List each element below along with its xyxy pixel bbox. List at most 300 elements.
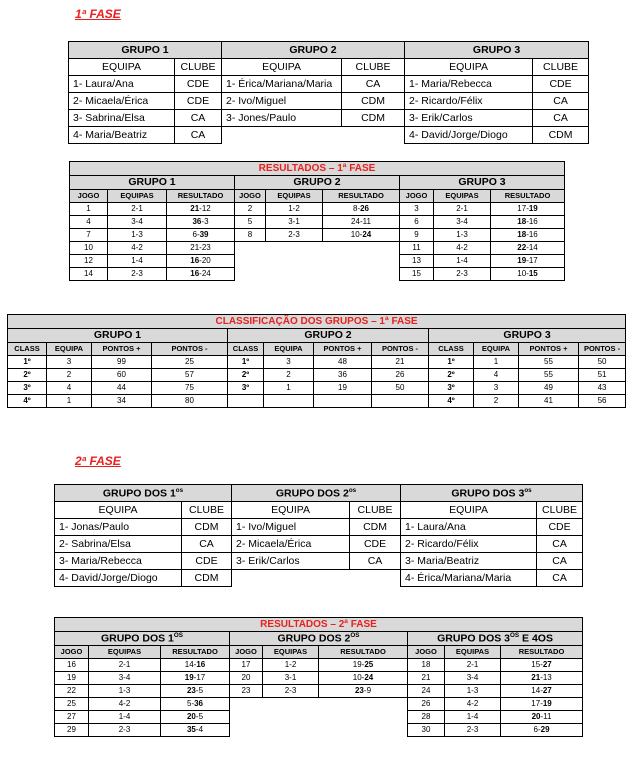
ordinal-suffix: os [524, 486, 532, 494]
team-name: 2- Ricardo/Félix [401, 536, 537, 553]
header-row [69, 42, 589, 59]
club-code: CDE [175, 76, 222, 93]
club-code: CDE [350, 536, 401, 553]
column-header: EQUIPAS [108, 190, 167, 203]
score-part: 21 [190, 204, 200, 213]
points-for: 36 [314, 369, 372, 382]
score-part: 5 [198, 712, 204, 721]
club-code: CA [537, 553, 583, 570]
score-part: 29 [540, 725, 550, 734]
team-name: 4- David/Jorge/Diogo [55, 570, 182, 587]
rank-cell: 1º [429, 356, 474, 369]
classification-title: CLASSIFICAÇÃO DOS GRUPOS – 1ª FASE [8, 315, 626, 329]
match-row [70, 203, 565, 216]
teams-cell: 2-3 [263, 685, 319, 698]
points-against: 57 [152, 369, 228, 382]
game-number: 10 [70, 242, 108, 255]
game-number: 30 [408, 724, 445, 737]
teams-cell: 1-4 [434, 255, 491, 268]
column-header: PONTOS + [92, 343, 152, 356]
title-row [70, 162, 565, 176]
table-row [69, 76, 589, 93]
club-code: CA [342, 76, 405, 93]
game-number: 12 [70, 255, 108, 268]
game-number: 5 [235, 216, 266, 229]
points-against: 50 [372, 382, 429, 395]
points-for [314, 395, 372, 408]
score-cell: 18-16 [491, 229, 565, 242]
teams-cell: 3-4 [108, 216, 167, 229]
score-part: 24 [201, 269, 211, 278]
score-cell: 5-36 [161, 698, 230, 711]
points-for: 19 [314, 382, 372, 395]
standing-row [8, 382, 626, 395]
score-part: 19 [517, 256, 527, 265]
score-cell: 16-24 [167, 268, 235, 281]
score-cell: 19-17 [161, 672, 230, 685]
rank-cell [228, 395, 264, 408]
column-header: EQUIPA [264, 343, 314, 356]
points-for: 99 [92, 356, 152, 369]
score-part: 18 [517, 230, 527, 239]
game-number: 4 [70, 216, 108, 229]
score-part: 39 [199, 230, 209, 239]
rank-cell: 2º [8, 369, 47, 382]
game-number: 1 [70, 203, 108, 216]
standing-row [8, 356, 626, 369]
points-against: 25 [152, 356, 228, 369]
score-part: 17 [517, 204, 527, 213]
column-header: JOGO [400, 190, 434, 203]
game-number: 21 [408, 672, 445, 685]
rank-cell: 1º [8, 356, 47, 369]
score-part: 15 [531, 660, 541, 669]
club-code: CDM [533, 127, 589, 144]
teams-cell: 3-1 [266, 216, 323, 229]
team-name: 1- Jonas/Paulo [55, 519, 182, 536]
clube-header: CLUBE [350, 502, 401, 519]
teams-cell: 1-2 [263, 659, 319, 672]
column-header: PONTOS + [519, 343, 579, 356]
score-part: 17 [528, 256, 538, 265]
team-name: 3- Maria/Beatriz [401, 553, 537, 570]
table-row [69, 127, 589, 144]
score-part: 5 [186, 699, 192, 708]
game-number: 7 [70, 229, 108, 242]
column-header: JOGO [408, 646, 445, 659]
standing-row [8, 395, 626, 408]
teams-cell: 2-3 [266, 229, 323, 242]
score-part: 27 [542, 660, 552, 669]
subheader-row [69, 59, 589, 76]
teams-cell: 1-4 [108, 255, 167, 268]
column-header: PONTOS - [152, 343, 228, 356]
group-header: GRUPO 2 [222, 42, 405, 59]
score-cell: 14-16 [161, 659, 230, 672]
teams-cell: 4-2 [434, 242, 491, 255]
team-cell: 3 [474, 382, 519, 395]
score-part: 16 [528, 217, 538, 226]
game-number: 13 [400, 255, 434, 268]
points-for: 34 [92, 395, 152, 408]
teams-cell: 3-1 [263, 672, 319, 685]
teams-cell: 2-1 [108, 203, 167, 216]
club-code: CDE [175, 93, 222, 110]
subheader-row [55, 502, 583, 519]
score-part: 14 [531, 686, 541, 695]
team-name: 1- Laura/Ana [69, 76, 175, 93]
game-number: 8 [235, 229, 266, 242]
team-name: 2- Ricardo/Félix [405, 93, 533, 110]
match-row [55, 711, 583, 724]
teams-cell: 1-4 [89, 711, 161, 724]
score-cell: 20-5 [161, 711, 230, 724]
club-code: CA [533, 93, 589, 110]
score-cell: 36-3 [167, 216, 235, 229]
column-header: PONTOS + [314, 343, 372, 356]
header-row [8, 329, 626, 343]
club-code: CDM [182, 570, 232, 587]
game-number: 27 [55, 711, 89, 724]
score-part: 10 [517, 269, 527, 278]
results-title: RESULTADOS – 2ª FASE [55, 618, 583, 632]
empty-cell [235, 242, 400, 255]
column-header: RESULTADO [167, 190, 235, 203]
score-cell: 10-24 [323, 229, 400, 242]
empty-cell [230, 711, 408, 724]
score-part: 5 [198, 686, 204, 695]
score-cell: 19-17 [491, 255, 565, 268]
column-header: RESULTADO [501, 646, 583, 659]
table-row [55, 536, 583, 553]
points-for: 60 [92, 369, 152, 382]
teams-cell: 2-1 [445, 659, 501, 672]
score-part: 4 [198, 725, 204, 734]
teams-cell: 2-1 [89, 659, 161, 672]
score-part: 19 [352, 660, 362, 669]
ordinal-suffix: os [348, 486, 357, 494]
points-for: 48 [314, 356, 372, 369]
empty-cell [235, 268, 400, 281]
score-cell: 17-19 [491, 203, 565, 216]
game-number: 15 [400, 268, 434, 281]
score-part: 23 [201, 243, 211, 252]
score-part: 25 [364, 660, 374, 669]
points-against: 51 [579, 369, 626, 382]
column-header: CLASS [429, 343, 474, 356]
team-cell: 3 [264, 356, 314, 369]
score-part: 19 [528, 204, 538, 213]
game-number: 19 [55, 672, 89, 685]
rank-cell: 4º [429, 395, 474, 408]
points-against: 21 [372, 356, 429, 369]
column-header: JOGO [70, 190, 108, 203]
points-against [372, 395, 429, 408]
score-part: 16 [196, 660, 206, 669]
teams-cell: 2-3 [434, 268, 491, 281]
score-part: 11 [543, 712, 552, 721]
team-name: 4- Érica/Mariana/Maria [401, 570, 537, 587]
table-row [55, 519, 583, 536]
column-header: EQUIPA [47, 343, 92, 356]
column-header: JOGO [235, 190, 266, 203]
clube-header: CLUBE [537, 502, 583, 519]
club-code: CA [182, 536, 232, 553]
column-header: EQUIPAS [434, 190, 491, 203]
score-cell: 21-12 [167, 203, 235, 216]
score-part: 16 [190, 256, 200, 265]
score-part: 13 [542, 673, 552, 682]
table-row [55, 570, 583, 587]
table-row [69, 110, 589, 127]
team-cell: 3 [47, 356, 92, 369]
column-header: CLASS [228, 343, 264, 356]
score-cell: 10-24 [319, 672, 408, 685]
points-against: 80 [152, 395, 228, 408]
game-number: 22 [55, 685, 89, 698]
column-header: EQUIPAS [89, 646, 161, 659]
group-header: GRUPO 1 [69, 42, 222, 59]
score-part: 16 [190, 269, 200, 278]
team-cell: 1 [47, 395, 92, 408]
equipa-header: EQUIPA [401, 502, 537, 519]
game-number: 16 [55, 659, 89, 672]
game-number: 11 [400, 242, 434, 255]
teams-cell: 2-3 [108, 268, 167, 281]
ordinal-suffix: OS [510, 632, 520, 639]
team-cell: 2 [264, 369, 314, 382]
club-code: CA [175, 127, 222, 144]
clube-header: CLUBE [182, 502, 232, 519]
standing-row [8, 369, 626, 382]
team-cell [264, 395, 314, 408]
match-row [55, 698, 583, 711]
score-part: 23 [354, 686, 364, 695]
teams-cell: 1-3 [434, 229, 491, 242]
team-name: 1- Maria/Rebecca [405, 76, 533, 93]
phase2-results-table [54, 617, 583, 737]
teams-cell: 1-3 [445, 685, 501, 698]
club-code: CA [533, 110, 589, 127]
empty-cell [230, 724, 408, 737]
ordinal-suffix: os [175, 486, 184, 494]
teams-cell: 3-4 [445, 672, 501, 685]
club-code: CDM [342, 110, 405, 127]
column-header: PONTOS - [372, 343, 429, 356]
ordinal-suffix: OS [350, 632, 360, 639]
game-number: 3 [400, 203, 434, 216]
club-code: CDM [350, 519, 401, 536]
points-against: 56 [579, 395, 626, 408]
score-part: 12 [201, 204, 211, 213]
teams-cell: 3-4 [434, 216, 491, 229]
group-header: GRUPO 2 [235, 176, 400, 190]
header-row [55, 632, 583, 646]
score-part: 20 [531, 712, 541, 721]
score-cell: 14-27 [501, 685, 583, 698]
group-header: GRUPO DOS $2^{OS}$ [230, 632, 408, 646]
group-header: GRUPO 2 [228, 329, 429, 343]
group-header: GRUPO 3 [400, 176, 565, 190]
game-number: 14 [70, 268, 108, 281]
match-row [55, 724, 583, 737]
score-part: 24 [351, 217, 360, 226]
phase1-results-table [69, 161, 565, 281]
score-part: 6 [192, 230, 197, 239]
game-number: 29 [55, 724, 89, 737]
score-part: 26 [360, 204, 370, 213]
column-header: RESULTADO [491, 190, 565, 203]
club-code: CA [537, 570, 583, 587]
phase1-groups-table [68, 41, 589, 144]
game-number: 2 [235, 203, 266, 216]
column-header: EQUIPA [474, 343, 519, 356]
points-for: 55 [519, 369, 579, 382]
score-cell: 23-5 [161, 685, 230, 698]
match-row [55, 659, 583, 672]
team-cell: 4 [47, 382, 92, 395]
score-part: 21 [531, 673, 541, 682]
group-header: GRUPO 3 [429, 329, 626, 343]
team-name: 4- Maria/Beatriz [69, 127, 175, 144]
group-header: GRUPO 1 [70, 176, 235, 190]
subheader-row [55, 646, 583, 659]
team-name: 4- David/Jorge/Diogo [405, 127, 533, 144]
score-cell: 6-29 [501, 724, 583, 737]
rank-cell: 3º [429, 382, 474, 395]
score-part: 11 [362, 217, 371, 226]
points-against: 50 [579, 356, 626, 369]
column-header: PONTOS - [579, 343, 626, 356]
score-part: 35 [186, 725, 196, 734]
rank-cell: 4º [8, 395, 47, 408]
score-cell: 19-25 [319, 659, 408, 672]
column-header: EQUIPAS [266, 190, 323, 203]
score-part: 36 [194, 699, 204, 708]
rank-cell: 3º [8, 382, 47, 395]
club-code: CDM [342, 93, 405, 110]
phase2-title: 2ª FASE [75, 454, 121, 468]
score-cell: 6-39 [167, 229, 235, 242]
teams-cell: 1-2 [266, 203, 323, 216]
game-number: 17 [230, 659, 263, 672]
club-code: CDE [537, 519, 583, 536]
score-part: 20 [201, 256, 211, 265]
header-row [70, 176, 565, 190]
club-code: CA [537, 536, 583, 553]
team-name: 3- Erik/Carlos [232, 553, 350, 570]
game-number: 24 [408, 685, 445, 698]
team-name: 1- Laura/Ana [401, 519, 537, 536]
game-number: 28 [408, 711, 445, 724]
team-name: 3- Sabrina/Elsa [69, 110, 175, 127]
points-against: 75 [152, 382, 228, 395]
clube-header: CLUBE [342, 59, 405, 76]
team-cell: 1 [474, 356, 519, 369]
team-name: 3- Maria/Rebecca [55, 553, 182, 570]
score-part: 17 [196, 673, 206, 682]
column-header: RESULTADO [319, 646, 408, 659]
club-code: CDM [182, 519, 232, 536]
score-part: 15 [528, 269, 538, 278]
score-part: 14 [528, 243, 538, 252]
teams-cell: 4-2 [89, 698, 161, 711]
score-cell: 21-23 [167, 242, 235, 255]
score-cell: 22-14 [491, 242, 565, 255]
teams-cell: 2-3 [445, 724, 501, 737]
team-cell: 2 [474, 395, 519, 408]
subheader-row [70, 190, 565, 203]
score-part: 19 [542, 699, 552, 708]
score-part: 9 [366, 686, 372, 695]
points-against: 43 [579, 382, 626, 395]
score-part: 36 [192, 217, 202, 226]
equipa-header: EQUIPA [69, 59, 175, 76]
empty-cell [222, 127, 405, 144]
group-header: GRUPO DOS $3^{OS}$ E 4OS [408, 632, 583, 646]
equipa-header: EQUIPA [222, 59, 342, 76]
phase1-title: 1ª FASE [75, 7, 121, 21]
rank-cell: 2º [429, 369, 474, 382]
score-part: 20 [186, 712, 196, 721]
score-part: 24 [364, 673, 374, 682]
match-row [55, 685, 583, 698]
score-part: 19 [184, 673, 194, 682]
game-number: 18 [408, 659, 445, 672]
ordinal-suffix: OS [173, 632, 184, 639]
teams-cell: 3-4 [89, 672, 161, 685]
points-against: 26 [372, 369, 429, 382]
points-for: 55 [519, 356, 579, 369]
team-name: 1- Érica/Mariana/Maria [222, 76, 342, 93]
column-header: JOGO [55, 646, 89, 659]
header-row [55, 485, 583, 502]
empty-cell [235, 255, 400, 268]
equipa-header: EQUIPA [55, 502, 182, 519]
phase2-groups-table [54, 484, 583, 587]
group-header: GRUPO 3 [405, 42, 589, 59]
title-row [8, 315, 626, 329]
score-cell: 21-13 [501, 672, 583, 685]
team-name: 2- Micaela/Érica [232, 536, 350, 553]
score-part: 27 [542, 686, 552, 695]
match-row [70, 229, 565, 242]
score-part: 6 [533, 725, 538, 734]
teams-cell: 1-3 [108, 229, 167, 242]
score-cell: 10-15 [491, 268, 565, 281]
game-number: 26 [408, 698, 445, 711]
points-for: 44 [92, 382, 152, 395]
rank-cell: 3º [228, 382, 264, 395]
rank-cell: 2º [228, 369, 264, 382]
teams-cell: 1-3 [89, 685, 161, 698]
teams-cell: 1-4 [445, 711, 501, 724]
team-name: 2- Ivo/Miguel [222, 93, 342, 110]
score-cell: 20-11 [501, 711, 583, 724]
score-cell: 16-20 [167, 255, 235, 268]
game-number: 23 [230, 685, 263, 698]
clube-header: CLUBE [175, 59, 222, 76]
team-cell: 4 [474, 369, 519, 382]
column-header: RESULTADO [161, 646, 230, 659]
rank-cell: 1º [228, 356, 264, 369]
team-cell: 1 [264, 382, 314, 395]
score-cell: 18-16 [491, 216, 565, 229]
team-name: 2- Micaela/Érica [69, 93, 175, 110]
teams-cell: 2-1 [434, 203, 491, 216]
column-header: JOGO [230, 646, 263, 659]
teams-cell: 2-3 [89, 724, 161, 737]
